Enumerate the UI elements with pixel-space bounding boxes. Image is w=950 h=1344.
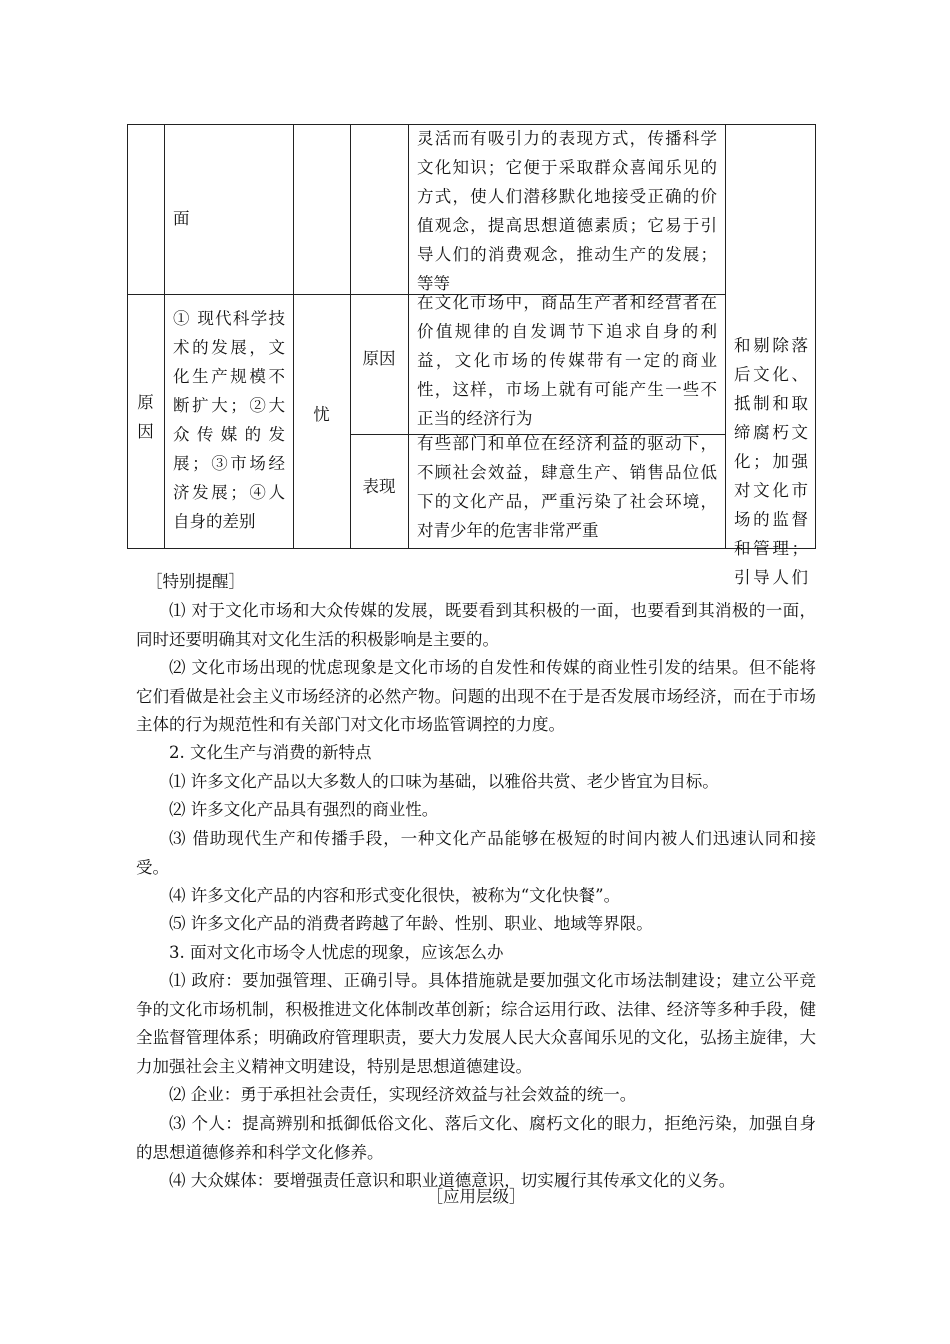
row2-label: 原 因 (137, 393, 154, 441)
section-3-item: ⑶ 个人：提高辨别和抵御低俗文化、落后文化、腐朽文化的眼力，拒绝污染，加强自身的思想道德修养和科学文化修养。 (136, 1114, 816, 1162)
section-3-item: ⑷ 大众媒体：要增强责任意识和职业道德意识，切实履行其传承文化的义务。 (169, 1171, 736, 1190)
section-3-item: ⑵ 企业：勇于承担社会责任，实现经济效益与社会效益的统一。 (169, 1085, 637, 1104)
section-2-heading: 2. 文化生产与消费的新特点 (169, 743, 372, 762)
sub-reason-text: 在文化市场中，商品生产者和经营者在 价值规律的自发调节下追求自身的利 益，文化市场的传媒带有一定的商业 性，这样，市场上就有可能产生一些不 正当的经济行为 (417, 293, 717, 428)
section-2-item: ⑵ 许多文化产品具有强烈的商业性。 (169, 800, 439, 819)
row1-left-label: 面 (173, 209, 190, 228)
reminder-paragraph-2: ⑵ 文化市场出现的忧虑现象是文化市场的自发性和传媒的商业性引发的结果。但不能将它们看做是社会主义市场经济的必然产物。问题的出现不在于是否发展市场经济，而在于市场主体的行为规范性和有关部门对文化市场监管调控的力度。 (136, 658, 816, 734)
reminder-heading: ［特别提醒］ (146, 572, 245, 591)
section-2-item: ⑶ 借助现代生产和传播手段，一种文化产品能够在极短的时间内被人们迅速认同和接受。 (136, 829, 816, 877)
cause-list: ① 现代科学技 术的发展，文 化生产规模不 断扩大；②大 众传媒的发 展；③市场经 济发展；④人 自身的差别 (173, 309, 285, 531)
application-level-heading: ［应用层级］ (426, 1187, 526, 1206)
text-line: 等等 (417, 274, 450, 293)
category-worry: 忧 (313, 405, 330, 424)
section-2-item: ⑷ 许多文化产品的内容和形式变化很快，被称为“文化快餐”。 (169, 886, 621, 905)
measures-text: 和剔除落 后文化、 抵制和取 缔腐朽文 化；加强 对文化市 场的监督 和管理； 引导人们 (734, 336, 808, 587)
text-line: 灵活而有吸引力的表现方式，传播科学 (417, 129, 717, 148)
section-3-heading: 3. 面对文化市场令人忧虑的现象，应该怎么办 (169, 943, 504, 962)
reminder-paragraph-1: ⑴ 对于文化市场和大众传媒的发展，既要看到其积极的一面，也要看到其消极的一面，同时还要明确其对文化生活的积极影响是主要的。 (136, 601, 816, 649)
text-line: 值观念，提高思想道德素质；它易于引 (417, 216, 717, 235)
sub-show-text: 有些部门和单位在经济利益的驱动下， 不顾社会效益，肆意生产、销售品位低 下的文化产品，严重污染了社会环境， 对青少年的危害非常严重 (417, 434, 717, 540)
section-2-item: ⑸ 许多文化产品的消费者跨越了年龄、性别、职业、地域等界限。 (169, 914, 653, 933)
sub-show-label: 表现 (362, 477, 396, 496)
sub-reason-label: 原因 (362, 349, 396, 368)
text-line: 方式，使人们潜移默化地接受正确的价 (417, 187, 717, 206)
text-line: 导人们的消费观念，推动生产的发展； (417, 245, 717, 264)
text-line: 文化知识；它便于采取群众喜闻乐见的 (417, 158, 717, 177)
section-3-item: ⑴ 政府：要加强管理、正确引导。具体措施就是要加强文化市场法制建设；建立公平竞争的文化市场机制，积极推进文化体制改革创新；综合运用行政、法律、经济等多种手段，健全监督管理体系；明确政府管理职责，要大力发展人民大众喜闻乐见的文化，弘扬主旋律，大力加强社会主义精神文明建设，特别是思想道德建设。 (136, 971, 816, 1076)
row1-description (417, 124, 717, 298)
section-2-item: ⑴ 许多文化产品以大多数人的口味为基础，以雅俗共赏、老少皆宜为目标。 (169, 772, 719, 791)
